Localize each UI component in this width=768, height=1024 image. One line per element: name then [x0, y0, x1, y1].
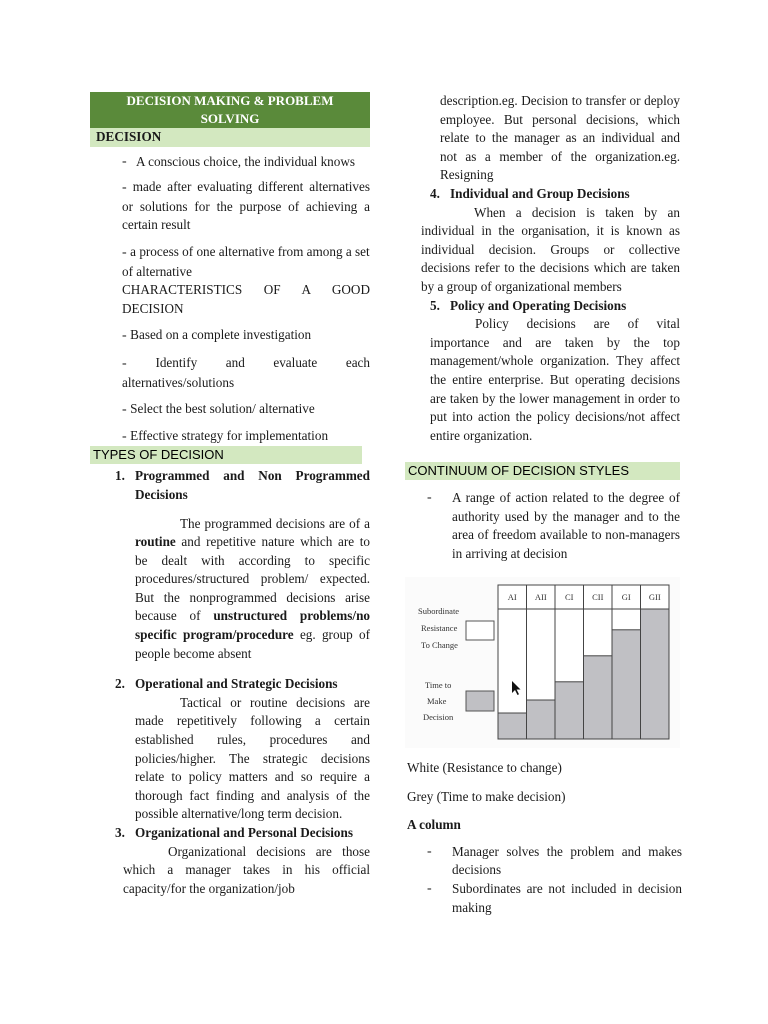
title-banner: DECISION MAKING & PROBLEM SOLVING — [90, 92, 370, 128]
type4-body: When a decision is taken by an individual in the organisation, it is known as individual decision. Groups or collective decisions refer to the decisions which are taken by a group of organizational members — [421, 204, 680, 294]
list-item: - Select the best solution/ alternative — [122, 401, 315, 418]
a-column-heading: A column — [407, 817, 461, 833]
list-item: - A conscious choice, the individual knows — [122, 153, 370, 172]
type2-body: Tactical or routine decisions are made repetitively following a certain established rules, procedures and policies/higher. The strategic decisions relate to policy matters and so require a thorough fact finding and analysis of the possible alternative/long term decision. — [135, 694, 370, 822]
column-label: AII — [534, 592, 547, 602]
dash-bullet: - — [427, 843, 432, 859]
list-item: - a process of one alternative from among a set of alternative — [122, 243, 370, 279]
characteristics-heading: CHARACTERISTICS OF A GOOD DECISION — [122, 282, 370, 316]
right-column — [405, 92, 680, 564]
grey-time-bar — [641, 609, 670, 739]
decision-styles-diagram — [405, 577, 680, 748]
list-item: - Subordinates are not included in decision making — [407, 880, 682, 917]
type4-heading: 4. Individual and Group Decisions — [430, 185, 630, 201]
legend-white-box — [466, 621, 494, 640]
list-item: - Effective strategy for implementation — [122, 427, 329, 444]
types-heading: TYPES OF DECISION — [90, 446, 362, 464]
list-item: - Manager solves the problem and makes decisions — [407, 843, 682, 880]
list-item: - made after evaluating different alternatives or solutions for the purpose of achieving a certain result — [122, 179, 370, 233]
diagram-legend — [418, 606, 494, 722]
white-caption: White (Resistance to change) — [407, 760, 562, 775]
decision-list — [90, 153, 370, 172]
dash-bullet: - — [122, 244, 131, 260]
dash-bullet: - — [122, 428, 131, 444]
diagram-captions — [407, 759, 682, 917]
type3-continued: description.eg. Decision to transfer or deploy employee. But personal decisions, which relate to the manager as an individual and not as a member of the organization.eg. Resigning — [440, 93, 680, 183]
type3-heading: 3. Organizational and Personal Decisions — [115, 825, 353, 840]
grey-time-bar — [555, 682, 584, 739]
column-label: CI — [565, 592, 574, 602]
diagram-svg — [405, 577, 680, 748]
column-label: GI — [621, 592, 631, 602]
grey-time-bar — [612, 630, 641, 739]
legend-top-line-2: Resistance — [421, 623, 458, 633]
dash-bullet: - — [122, 402, 131, 418]
type5-body: Policy decisions are of vital importance and are taken by the top management/whole organization. They affect the entire enterprise. But operating decisions are taken by the lower management in order to put into action the policy decisions/not affect entire organization. — [430, 316, 680, 443]
list-item: - Based on a complete investigation — [122, 327, 312, 344]
column-label: CII — [592, 592, 604, 602]
dash-bullet: - — [427, 490, 432, 506]
left-column — [90, 92, 370, 898]
legend-top-line-1: Subordinate — [418, 606, 460, 616]
diagram-columns — [498, 585, 669, 739]
grey-time-bar — [498, 713, 527, 739]
list-item: - Identify and evaluate each alternatives/solutions — [122, 354, 370, 390]
dash-bullet: - — [122, 355, 156, 371]
dash-bullet: - — [427, 880, 432, 896]
grey-time-bar — [584, 656, 613, 739]
dash-bullet: - — [122, 328, 131, 344]
legend-bottom-line-2: Make — [427, 696, 447, 706]
type5-heading: 5. Policy and Operating Decisions — [430, 297, 627, 313]
legend-grey-box — [466, 691, 494, 711]
continuum-heading: CONTINUUM OF DECISION STYLES — [405, 462, 680, 480]
type1-body: The programmed decisions are of a routine and repetitive nature which are to be dealt with according to specific procedures/structured problem/ expected. But the nonprogrammed decisions arise because of unstructured problems/no specific program/procedure eg. group of people become absent — [135, 515, 370, 661]
type3-body: Organizational decisions are those which a manager takes in his official capacity/for the organization/job — [123, 843, 370, 896]
type2-heading: 2. Operational and Strategic Decisions — [115, 676, 338, 692]
decision-heading: DECISION — [90, 128, 370, 147]
legend-top-line-3: To Change — [421, 640, 458, 650]
column-label: GII — [648, 592, 661, 602]
type1-heading: 1. Programmed and Non Programmed Decisions — [115, 468, 370, 502]
dash-bullet: - — [122, 180, 133, 196]
legend-bottom-line-1: Time to — [425, 680, 452, 690]
grey-time-bar — [527, 700, 556, 739]
list-item: - A range of action related to the degree of authority used by the manager and to the area of freedom available to non-managers in arriving at decision — [405, 489, 680, 563]
grey-caption: Grey (Time to make decision) — [407, 788, 566, 804]
column-label: AI — [507, 592, 517, 602]
legend-bottom-line-3: Decision — [423, 712, 454, 722]
dash-bullet: - — [122, 153, 127, 169]
